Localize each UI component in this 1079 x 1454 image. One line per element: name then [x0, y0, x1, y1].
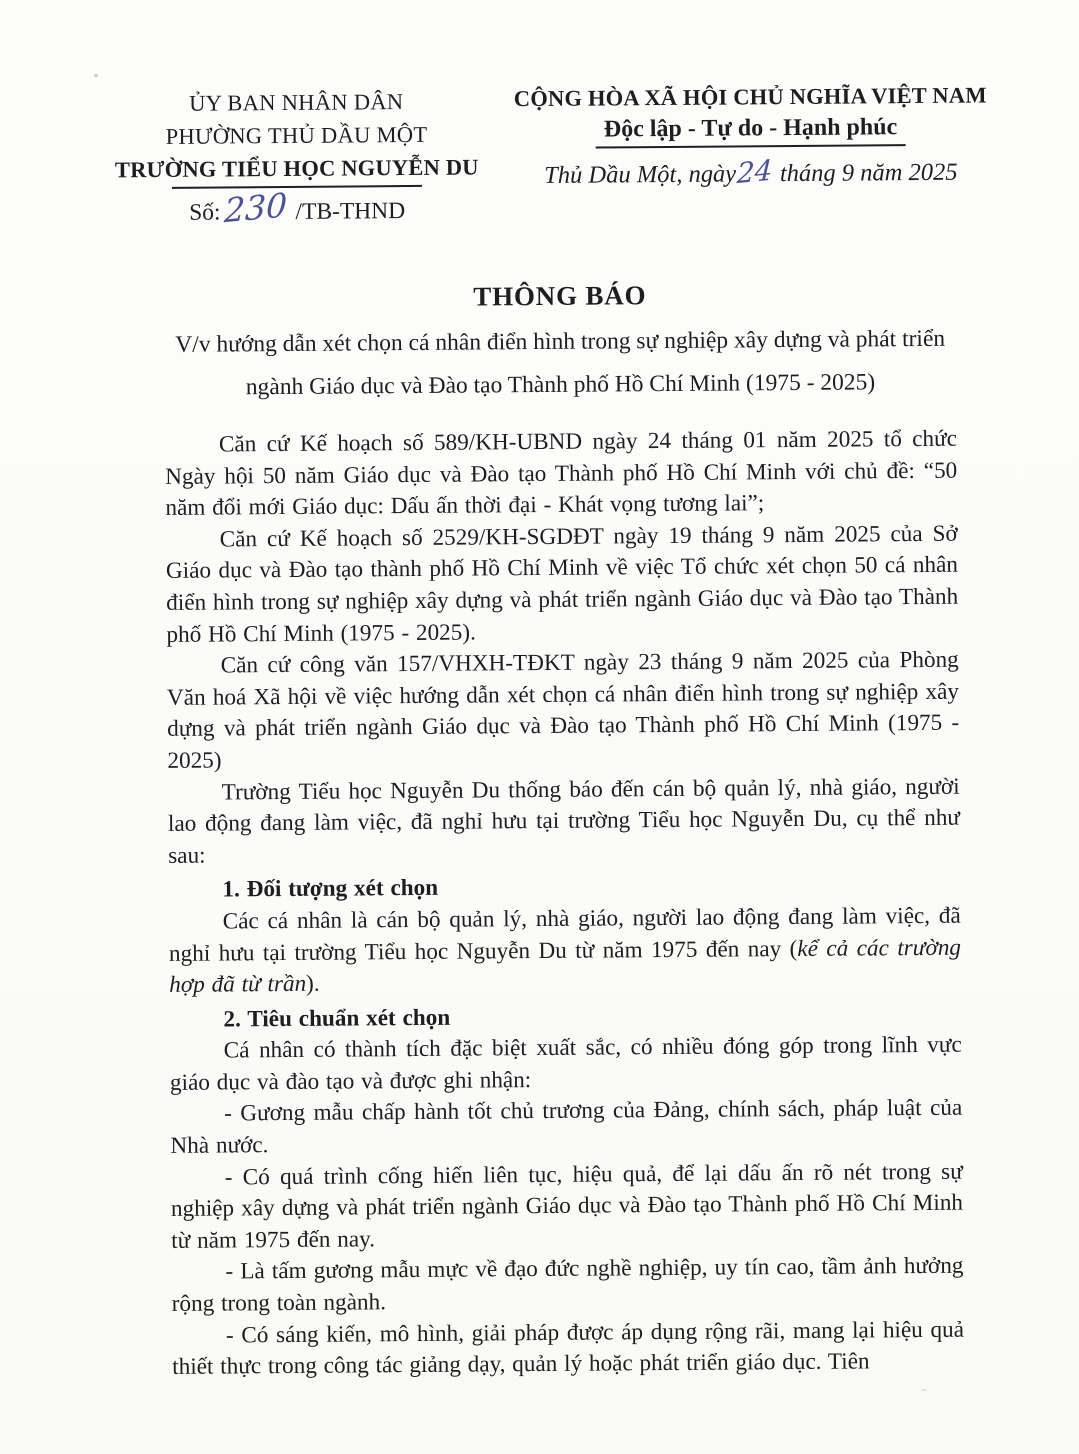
issuing-org-block: [105, 84, 488, 231]
paragraph-eligibility: [169, 901, 962, 1002]
document-number-line: [106, 185, 488, 231]
document-header: [0, 0, 1075, 231]
subject-line-1: V/v hướng dẫn xét chọn cá nhân điển hình trong sự nghiệp xây dựng và phát triển: [175, 325, 946, 358]
paragraph-citation-1: Căn cứ Kế hoạch số 589/KH-UBND ngày 24 tháng 01 năm 2025 tổ chức Ngày hội 50 năm Giáo dục và Đào tạo Thành phố Hồ Chí Minh với chủ đề: “50 năm đổi mới Giáo dục: Dấu ấn thời đại - Khát vọng tương lai”;: [165, 425, 958, 522]
document-body: [165, 424, 964, 1384]
paragraph-citation-3: Căn cứ công văn 157/VHXH-TĐKT ngày 23 tháng 9 năm 2025 của Phòng Văn hoá Xã hội về việc hướng dẫn xét chọn cá nhân điển hình trong sự nghiệp xây dựng và phát triển ngành Giáo dục và Đào tạo Thành phố Hồ Chí Minh (1975 - 2025): [166, 646, 960, 774]
place-date-line: [510, 153, 992, 191]
national-motto: Độc lập - Tự do - Hạnh phúc: [596, 112, 906, 148]
document-number-suffix: /TB-THND: [295, 198, 406, 225]
criteria-item-3: - Là tấm gương mẫu mực về đạo đức nghề nghiệp, uy tín cao, tầm ảnh hưởng rộng trong toàn ngành.: [171, 1253, 964, 1317]
subject-line-2: ngành Giáo dục và Đào tạo Thành phố Hồ Chí Minh (1975 - 2025): [245, 368, 876, 400]
scan-speck: [921, 1389, 927, 1391]
date-suffix: tháng 9 năm 2025: [773, 158, 958, 188]
section-heading-2: 2. Tiêu chuẩn xét chọn: [223, 1004, 451, 1033]
paragraph-announcement: Trường Tiểu học Nguyễn Du thống báo đến cán bộ quản lý, nhà giáo, người lao động đang làm việc, đã nghỉ hưu tại trường Tiểu học Nguyễn Du, cụ thể như sau:: [167, 773, 961, 869]
criteria-item-4: - Có sáng kiến, mô hình, giải pháp được áp dụng rộng rãi, mang lại hiệu quả thiết thực trong công tác giảng dạy, quản lý hoặc phát triển giáo dục. Tiên: [172, 1316, 965, 1381]
national-title: CỘNG HÒA XÃ HỘI CHỦ NGHĨA VIỆT NAM: [513, 82, 987, 112]
section-heading-1: 1. Đối tượng xét chọn: [222, 875, 439, 903]
org-name: TRƯỜNG TIỂU HỌC NGUYỄN DU: [114, 154, 479, 183]
document-subject: [164, 318, 957, 409]
document-number-label: Số:: [189, 199, 221, 226]
criteria-item-2: - Có quá trình cống hiến liên tục, hiệu quả, để lại dấu ấn rõ nét trong sự nghiệp xây dựng và phát triển ngành Giáo dục và Đào tạo Thành phố Hồ Chí Minh từ năm 1975 đến nay.: [170, 1158, 964, 1254]
eligibility-italic-note: kể cả các trường hợp đã từ trần: [169, 934, 962, 999]
paragraph-citation-2: Căn cứ Kế hoạch số 2529/KH-SGDĐT ngày 19 tháng 9 năm 2025 của Sở Giáo dục và Đào tạo thành phố Hồ Chí Minh về việc Tổ chức xét chọn 50 cá nhân điển hình trong sự nghiệp xây dựng và phát triển ngành Giáo dục và Đào tạo Thành phố Hồ Chí Minh (1975 - 2025).: [165, 520, 959, 648]
criteria-item-1: - Gương mẫu chấp hành tốt chủ trương của Đảng, chính sách, pháp luật của Nhà nước.: [170, 1095, 963, 1159]
org-parent-line2: PHƯỜNG THỦ DẦU MỘT: [165, 121, 428, 149]
date-day-handwritten: 24: [736, 153, 774, 191]
paragraph-criteria-intro: Cá nhân có thành tích đặc biệt xuất sắc, có nhiều đóng góp trong lĩnh vực giáo dục và đào tạo và được ghi nhận:: [169, 1031, 962, 1096]
eligibility-tail: ).: [306, 970, 320, 997]
org-parent-line1: ỦY BAN NHÂN DÂN: [189, 89, 404, 116]
document-title: THÔNG BÁO: [473, 280, 647, 312]
date-prefix: Thủ Dầu Một, ngày: [544, 160, 737, 189]
national-header-block: [509, 80, 992, 190]
document-content: [164, 278, 965, 1384]
eligibility-text: Các cá nhân là cán bộ quản lý, nhà giáo, người lao động đang làm việc, đã nghỉ hưu tại trường Tiểu học Nguyễn Du từ năm 1975 đến nay (: [168, 902, 961, 967]
document-number-handwritten: 230: [223, 185, 289, 231]
